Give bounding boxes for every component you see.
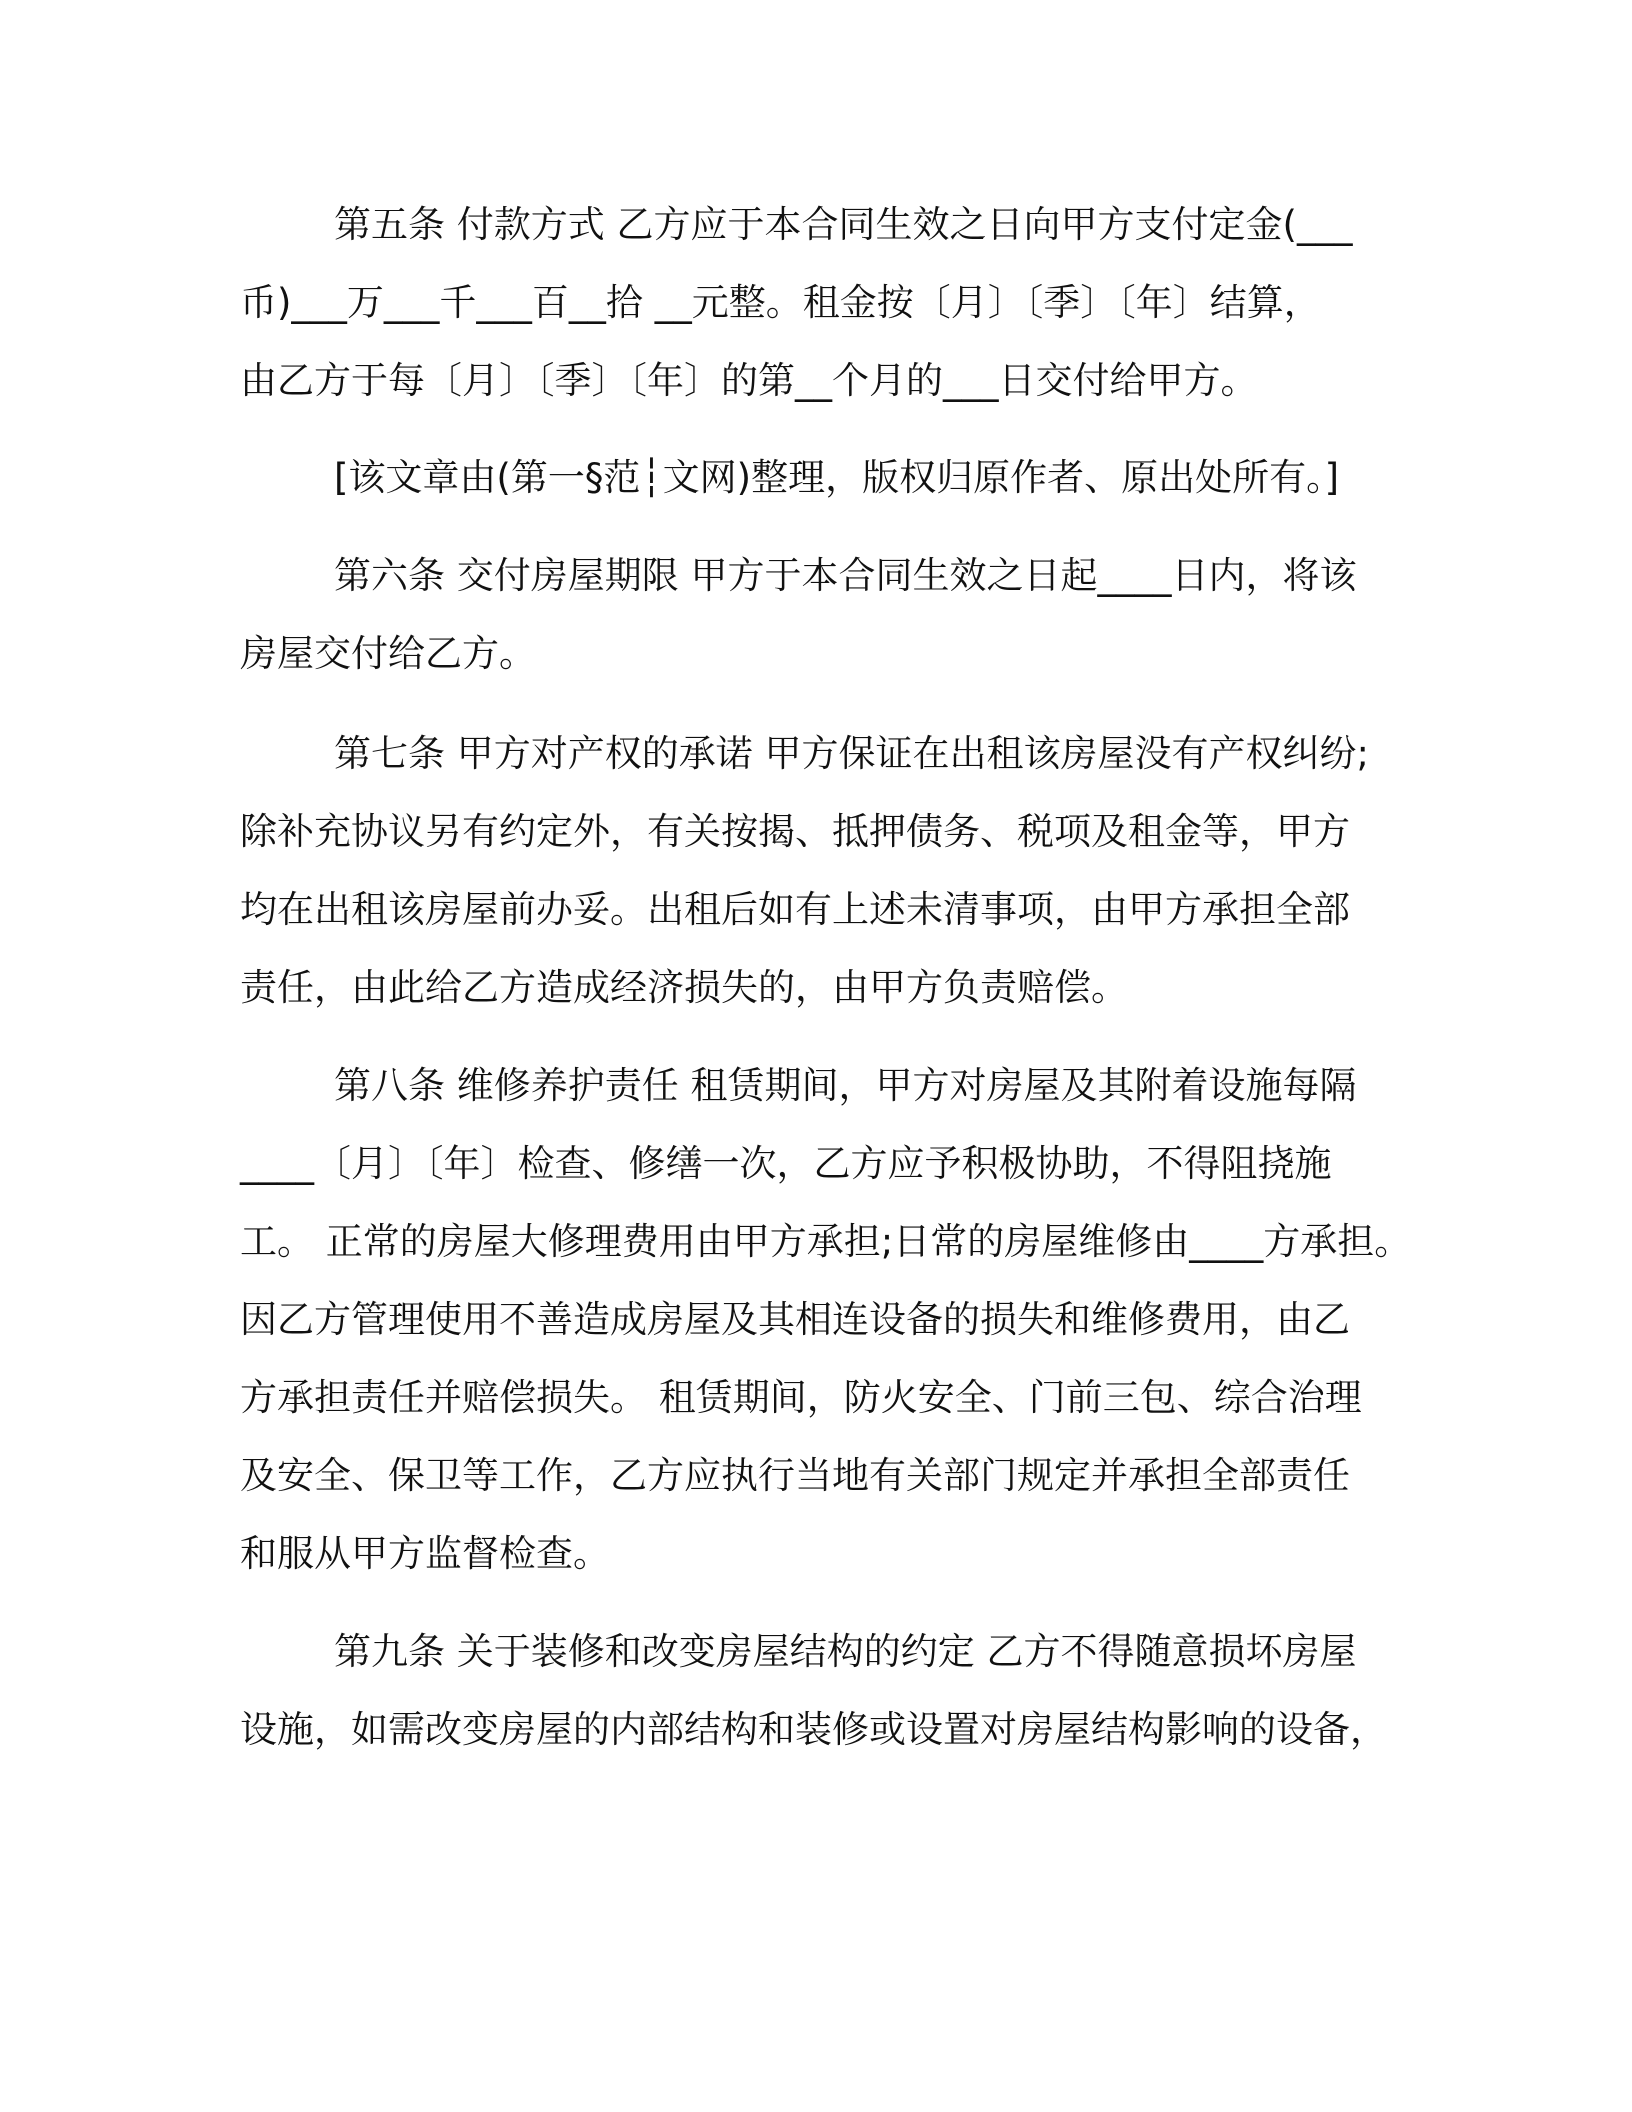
text-line: 设施，如需改变房屋的内部结构和装修或设置对房屋结构影响的设备，	[240, 1708, 1387, 1751]
text-line: 均在出租该房屋前办妥。出租后如有上述未清事项，由甲方承担全部	[240, 888, 1350, 931]
article-6-paragraph	[240, 537, 1420, 693]
text-line: 及安全、保卫等工作，乙方应执行当地有关部门规定并承担全部责任	[240, 1454, 1350, 1497]
text-line: 因乙方管理使用不善造成房屋及其相连设备的损失和维修费用，由乙	[240, 1298, 1350, 1341]
text-line: 和服从甲方监督检查。	[240, 1532, 610, 1575]
text-line: 币)___万___千___百__拾 __元整。租金按〔月〕〔季〕〔年〕结算，	[240, 281, 1321, 324]
text-line: 工。 正常的房屋大修理费用由甲方承担;日常的房屋维修由____方承担。	[240, 1220, 1412, 1263]
text-line: [该文章由(第一§范┆文网)整理，版权归原作者、原出处所有。]	[334, 456, 1340, 499]
article-9-paragraph	[240, 1613, 1420, 1769]
text-line: 由乙方于每〔月〕〔季〕〔年〕的第__个月的___日交付给甲方。	[240, 359, 1258, 402]
text-line: 除补充协议另有约定外，有关按揭、抵押债务、税项及租金等，甲方	[240, 810, 1350, 853]
text-line: 第六条 交付房屋期限 甲方于本合同生效之日起____日内，将该	[334, 554, 1357, 597]
text-line: 责任，由此给乙方造成经济损失的，由甲方负责赔偿。	[240, 966, 1128, 1009]
text-line: 第九条 关于装修和改变房屋结构的约定 乙方不得随意损坏房屋	[334, 1630, 1357, 1673]
article-7-paragraph	[240, 715, 1420, 1027]
text-line: 第八条 维修养护责任 租赁期间，甲方对房屋及其附着设施每隔	[334, 1064, 1357, 1107]
text-line: 第七条 甲方对产权的承诺 甲方保证在出租该房屋没有产权纠纷;	[334, 732, 1369, 775]
source-notice-paragraph	[240, 439, 1420, 517]
text-line: ____〔月〕〔年〕检查、修缮一次，乙方应予积极协助，不得阻挠施	[240, 1142, 1332, 1185]
text-line: 第五条 付款方式 乙方应于本合同生效之日向甲方支付定金(___	[334, 203, 1353, 246]
article-5-paragraph	[240, 186, 1420, 420]
text-line: 方承担责任并赔偿损失。 租赁期间，防火安全、门前三包、综合治理	[240, 1376, 1362, 1419]
article-8-paragraph	[240, 1047, 1420, 1593]
text-line: 房屋交付给乙方。	[240, 632, 536, 675]
